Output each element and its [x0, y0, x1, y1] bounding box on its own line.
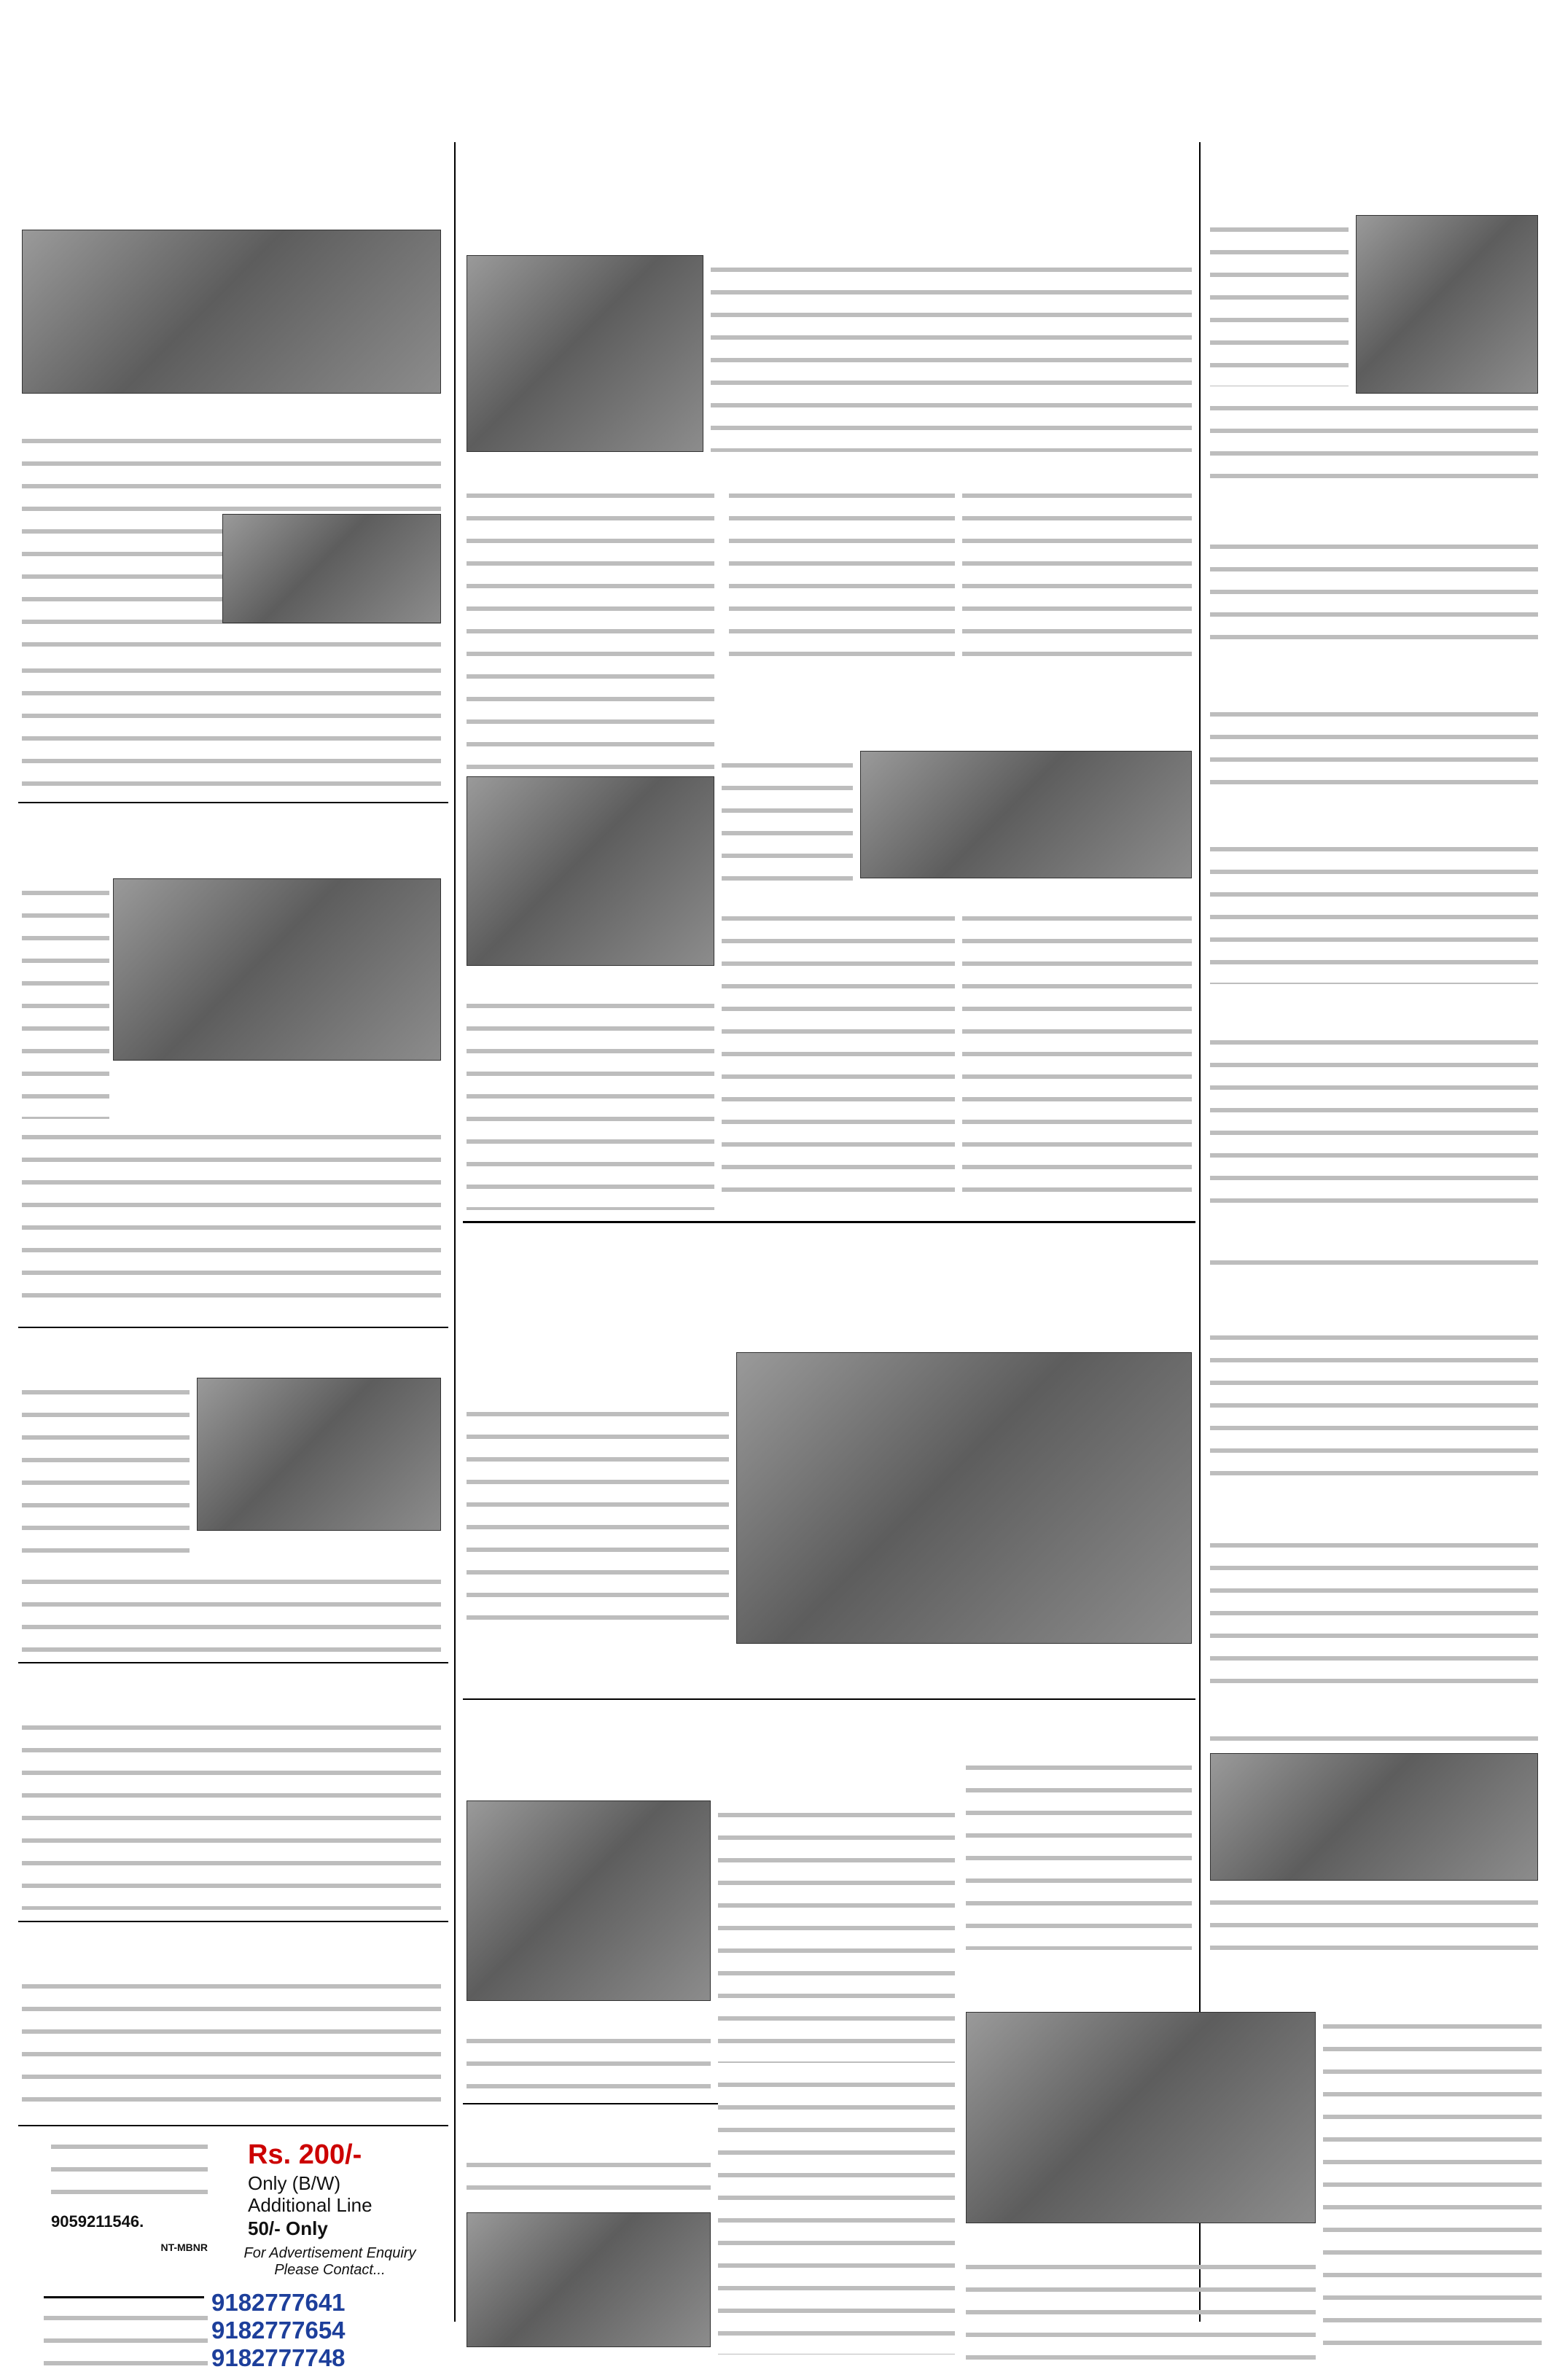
article-text	[1323, 2012, 1542, 2362]
headline-amarachinta	[467, 1709, 962, 1760]
article-text	[1210, 394, 1538, 488]
classified-text	[44, 2303, 208, 2373]
article-text	[467, 2150, 711, 2205]
article-text	[962, 481, 1192, 671]
headline-yuvataku	[966, 1713, 1192, 1748]
headline-sankranti	[1214, 1494, 1538, 1523]
section-rule	[463, 1221, 1195, 1223]
subline-st-rao	[525, 751, 700, 770]
headline-rodu	[1214, 1691, 1538, 1720]
headline-gramina	[1214, 1214, 1538, 1243]
news-photo-gadwal	[113, 878, 441, 1061]
ad-enquiry: For Advertisement Enquiry Please Contact...	[243, 2245, 416, 2278]
article-text	[1210, 215, 1349, 386]
obanna-subline	[467, 1352, 729, 1393]
prakatana-logo	[44, 2263, 204, 2298]
article-text	[1210, 835, 1538, 984]
headline-utsavalu	[22, 146, 437, 190]
news-photo-cricket	[197, 1378, 441, 1531]
news-photo-rodu	[1210, 1753, 1538, 1881]
news-photo-obanna	[736, 1352, 1192, 1644]
article-text	[467, 1400, 729, 1626]
ad-only-bw: Only (B/W)	[248, 2172, 341, 2194]
news-photo-samavesham	[467, 255, 703, 452]
article-text	[22, 878, 109, 1119]
classified-text	[51, 2132, 208, 2212]
section-rule	[18, 802, 448, 803]
headline-chorila	[966, 1961, 1557, 2002]
headline-muggulu	[481, 678, 700, 707]
subline-muncipal	[569, 1771, 948, 1793]
photo-caption	[22, 399, 441, 417]
section-rule	[463, 2103, 718, 2104]
headline-ekaram	[722, 678, 1192, 722]
news-photo-alampur-2	[222, 514, 441, 623]
headline-st-jabita	[1214, 798, 1538, 827]
headline-dinadina	[29, 808, 437, 846]
headline-social-media	[1214, 175, 1549, 207]
section-rule	[18, 1662, 448, 1663]
headline-cc-road	[1214, 665, 1538, 694]
article-kicker	[1214, 1298, 1538, 1318]
headline-kicker-prabhutva	[467, 153, 576, 219]
photo-caption	[860, 881, 1192, 897]
article-text	[22, 1378, 190, 1567]
section-rule	[18, 2125, 448, 2126]
article-text	[722, 751, 853, 886]
ad-fifty: 50/- Only	[248, 2217, 328, 2239]
article-text	[1210, 1531, 1538, 1688]
ad-additional: Additional Line	[248, 2194, 372, 2216]
ad-phone: 9182777641	[211, 2289, 346, 2316]
photo-caption	[113, 1064, 441, 1082]
subline-alampur-mla	[131, 198, 437, 220]
ad-price: Rs. 200/-	[248, 2139, 362, 2170]
photo-caption	[467, 2351, 711, 2368]
headline-gelupotamulu	[22, 1333, 437, 1370]
section-rule	[18, 1327, 448, 1328]
photo-caption	[700, 1675, 1181, 1694]
article-text	[1210, 532, 1538, 656]
article-text	[22, 1567, 441, 1655]
news-photo-police	[966, 2012, 1316, 2223]
article-text	[1210, 1028, 1538, 1210]
headline-paarashalaku	[1214, 991, 1538, 1021]
article-text	[718, 2070, 955, 2354]
headline-ration	[22, 1927, 437, 1965]
section-rule	[463, 1698, 1195, 1700]
subline-akhila-bharata	[467, 969, 714, 987]
headline-krida-manasika	[1214, 496, 1538, 525]
article-text	[966, 1753, 1192, 1950]
article-text	[22, 1713, 441, 1910]
news-photo-nagaraju	[1356, 215, 1538, 394]
article-text	[1210, 1888, 1538, 1954]
article-text	[962, 904, 1192, 1210]
photo-caption	[729, 1064, 969, 1082]
dateline	[539, 1629, 729, 1645]
column-rule	[454, 142, 456, 2322]
photo-caption	[966, 2227, 1316, 2244]
ad-phone: 9182777654	[211, 2317, 346, 2344]
article-text	[718, 1800, 955, 2063]
article-text	[22, 1123, 441, 1312]
news-photo-muggulu	[467, 776, 714, 966]
headline-samarthavantam	[583, 157, 1192, 215]
news-photo-chaina	[467, 2212, 711, 2347]
headline-brs-party	[1283, 146, 1531, 173]
headline-hastakala	[470, 711, 711, 747]
subline-mla-bandla	[87, 849, 437, 870]
photo-caption	[773, 456, 1108, 473]
article-text	[711, 255, 1192, 452]
headline-chaina	[467, 2109, 714, 2144]
article-text	[966, 2252, 1316, 2362]
article-text	[1210, 1248, 1538, 1270]
headline-obanna	[467, 1232, 1192, 1341]
classified-code: NT-MBNR	[160, 2242, 208, 2253]
photo-caption	[467, 2005, 711, 2022]
subline-jilla-adhyakshudu	[722, 725, 1192, 746]
news-photo-amarachinta	[467, 1800, 711, 2001]
article-text	[22, 1972, 441, 2118]
article-text	[729, 481, 955, 671]
article-text	[467, 2026, 711, 2096]
section-rule	[18, 1921, 448, 1922]
article-text	[1210, 1323, 1538, 1487]
classified-cell: 9059211546.	[51, 2212, 144, 2231]
article-text	[22, 656, 441, 787]
headline-vaddera	[22, 1668, 437, 1706]
news-photo-brs-leaders	[860, 751, 1192, 878]
photo-caption	[751, 1646, 1188, 1663]
article-text	[1210, 700, 1538, 791]
article-text	[722, 904, 955, 1210]
article-text	[1210, 1724, 1538, 1746]
ad-phone: 9182777748	[211, 2344, 346, 2371]
news-photo-alampur	[22, 230, 441, 394]
subline-adanapu-collector	[481, 227, 889, 249]
article-text	[467, 991, 714, 1210]
